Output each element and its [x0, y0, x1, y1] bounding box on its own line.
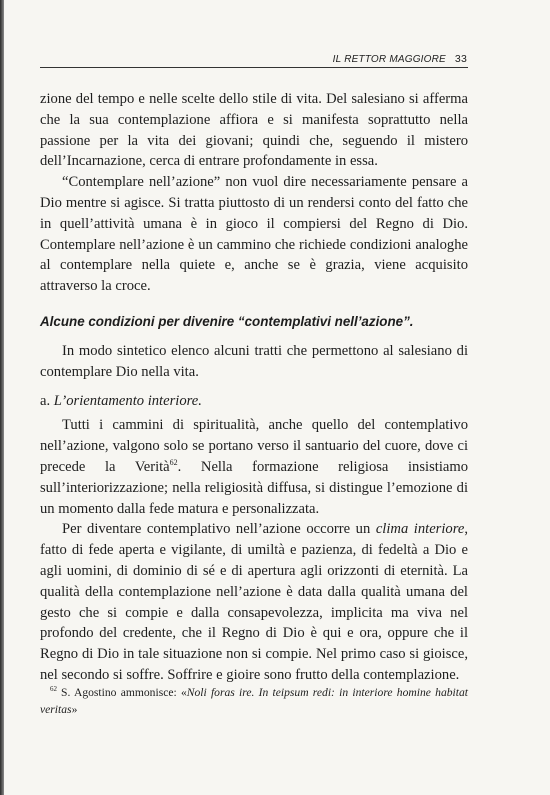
paragraph-clima: [40, 519, 468, 685]
footnote-marker: 62: [50, 685, 57, 694]
paragraph-continuation: zione del tempo e nelle scelte dello stile di vita. Del salesiano si afferma che la sua contemplazione affiora e si manifesta soprattutto nella passione per la vita dei giovani; quindi che, seguendo il mistero dell’Incarnazione, cerca di entrare profondamente in essa.: [40, 91, 468, 170]
subheading-label: L’orientamento interiore.: [53, 392, 202, 409]
paragraph-clima-text-2: , fatto di fede aperta e vigilante, di umiltà e pazienza, di fedeltà a Dio e agli uomini, di dominio di sé e di apertura agli orizzonti di eternità. La qualità della contemplazione nell’azione è data dalla qualità umana del gesto che si compie e dalla consapevolezza, implicita ma viva nel profondo del credente, che il Regno di Dio è qui e ora, oppure che il Regno di Dio in tale situazione non si compie. Nel primo caso si gioisce, nel secondo si soffre. Soffrire e gioire sono frutto della contemplazione.: [40, 521, 468, 683]
footnote-reference: 62: [169, 458, 178, 468]
subheading: [40, 391, 468, 412]
paragraph-cammini-text-2: . Nella formazione religiosa insistiamo sull’interiorizzazione; nella religiosità diffusa, si distingue l’emozione di un momento dalla fede matura e personalizzata.: [40, 458, 468, 517]
paragraph-clima-text-1: Per diventare contemplativo nell’azione occorre un: [62, 521, 376, 538]
header-rule: [40, 67, 468, 68]
subheading-marker: a.: [40, 392, 51, 409]
page-number: 33: [454, 53, 467, 65]
section-title: Alcune condizioni per divenire “contemplativi nell’azione”.: [40, 313, 414, 329]
paragraph-clima-italic: clima interiore: [375, 521, 465, 538]
page-edge-shadow: [0, 0, 4, 795]
footnote-quote: Noli foras ire. In teipsum redi: in interiore homine habitat veritas: [40, 686, 468, 716]
paragraph-cammini-text-1: Tutti i cammini di spiritualità, anche quello del contemplativo nell’azione, valgono solo se portano verso il santuario del cuore, dove ci precede la Verità: [40, 417, 468, 475]
footnote: [40, 685, 468, 718]
footnote-text-2: »: [71, 702, 78, 716]
paragraph-cammini: [40, 415, 468, 519]
running-title: IL RETTOR MAGGIORE: [332, 54, 446, 65]
footnote-text-1: S. Agostino ammonisce: «: [61, 686, 187, 699]
paragraph-contemplare: “Contemplare nell’azione” non vuol dire necessariamente pensare a Dio mentre si agisce. Si tratta piuttosto di un rendersi conto del fatto che in quell’attività umana è in gioco il compiersi del Regno di Dio. Contemplare nell’azione è un cammino che richiede condizioni analoghe al contemplare nella quiete e, anche se è grazia, viene acquisito attraverso la croce.: [40, 174, 468, 295]
running-header: [40, 53, 467, 65]
paragraph-intro: In modo sintetico elenco alcuni tratti che permettono al salesiano di contemplare Dio nella vita.: [40, 342, 468, 380]
body-text: [40, 89, 468, 686]
